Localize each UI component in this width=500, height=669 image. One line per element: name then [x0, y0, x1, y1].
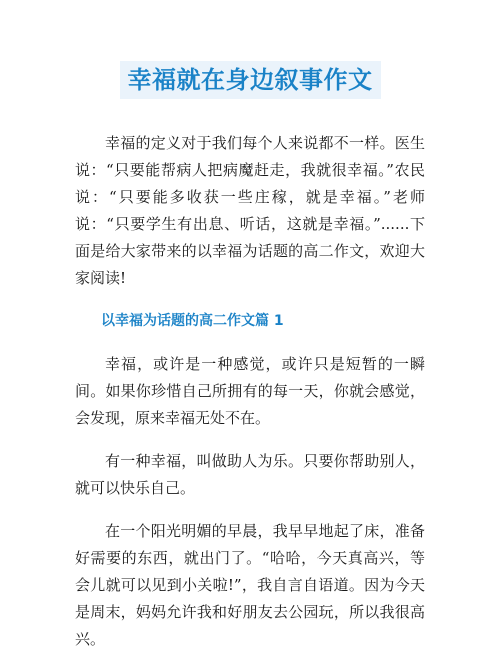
section-heading: 以幸福为话题的高二作文篇 1 [101, 313, 284, 329]
page-title: 幸福就在身边叙事作文 [120, 61, 381, 99]
article-body [75, 130, 425, 669]
body-paragraph-3: 在一个阳光明媚的早晨，我早早地起了床，准备好需要的东西，就出门了。“哈哈，今天真高兴，等会儿就可以见到小关啦!”，我自言自语道。因为今天是周末，妈妈允许我和好朋友去公园玩，所以我很高兴。 [75, 522, 425, 648]
body-paragraph-1: 幸福，或许是一种感觉，或许只是短暂的一瞬间。如果你珍惜自己所拥有的每一天，你就会感觉，会发现，原来幸福无处不在。 [75, 355, 425, 427]
title-container [0, 61, 500, 99]
intro-paragraph: 幸福的定义对于我们每个人来说都不一样。医生说：“只要能帮病人把病魔赶走，我就很幸福。”农民说：“只要能多收获一些庄稼，就是幸福。”老师说：“只要学生有出息、听话，这就是幸福。”......下面是给大家带来的以幸福为话题的高二作文，欢迎大家阅读! [75, 134, 425, 287]
body-paragraph-2: 有一种幸福，叫做助人为乐。只要你帮助别人，就可以快乐自己。 [75, 452, 425, 497]
